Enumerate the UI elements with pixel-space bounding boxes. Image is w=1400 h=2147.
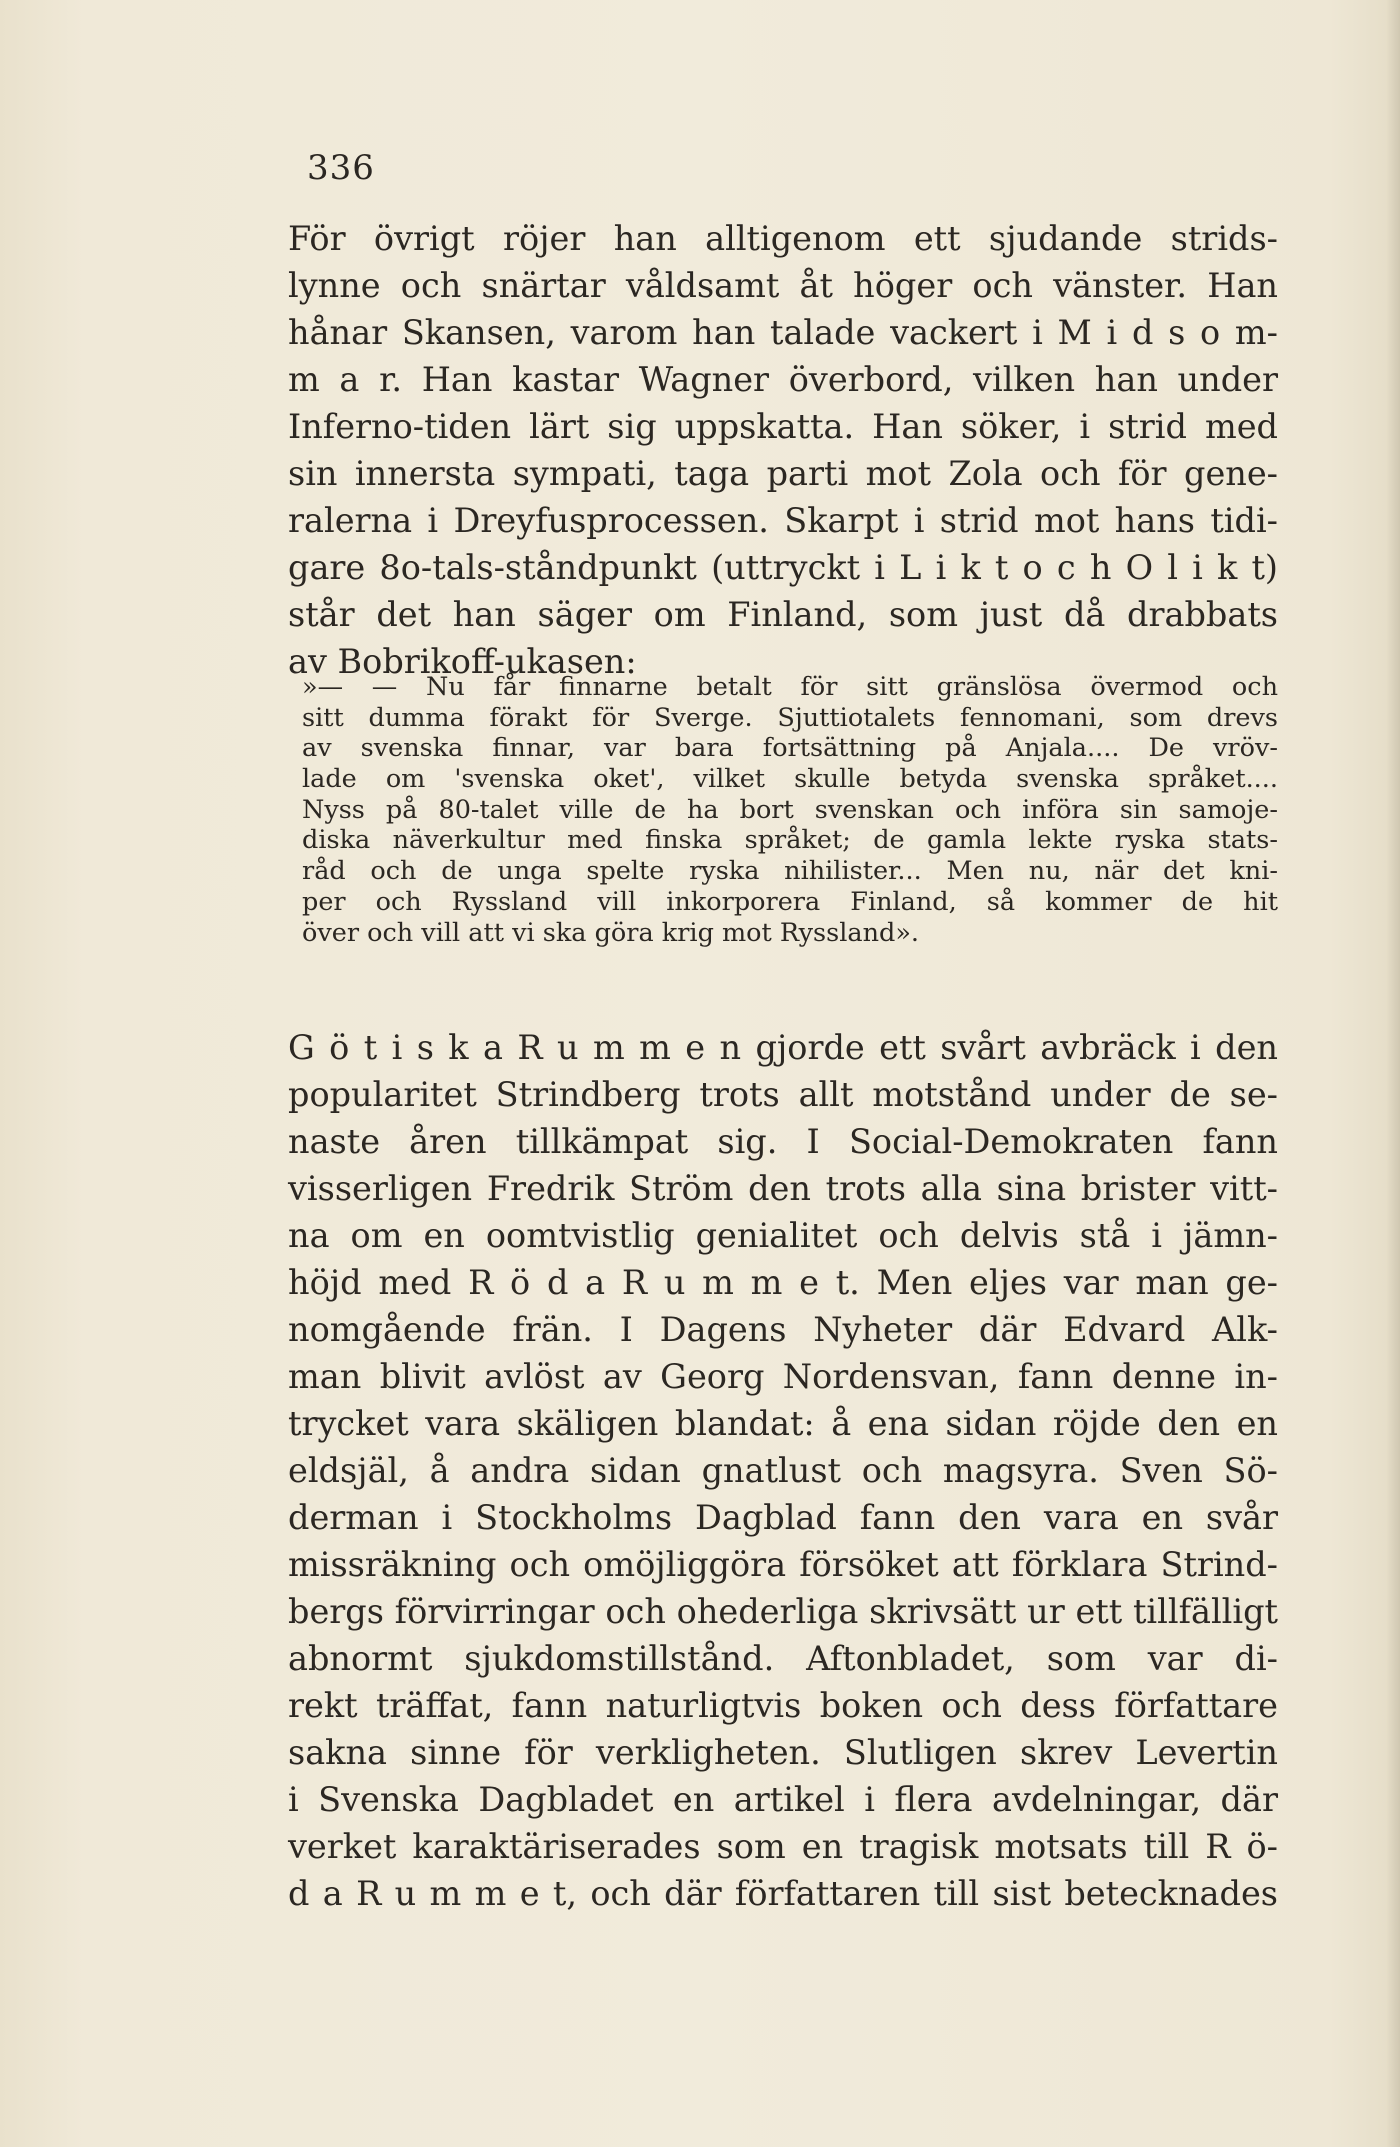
text-line: sin innersta sympati, taga parti mot Zola och för gene-	[288, 454, 1278, 493]
text-line: hånar Skansen, varom han talade vackert i M i d s o m-	[288, 313, 1278, 352]
quote-line: diska näverkultur med finska språket; de gamla lekte ryska stats-	[302, 825, 1278, 856]
text-line: na om en oomtvistlig genialitet och delvis stå i jämn-	[288, 1216, 1278, 1255]
text-line: man blivit avlöst av Georg Nordensvan, fann denne in-	[288, 1357, 1278, 1396]
quote-line: Nyss på 80-talet ville de ha bort svenskan och införa sin samoje-	[302, 794, 1278, 825]
paragraph-2	[288, 1024, 1278, 1917]
text-line: i Svenska Dagbladet en artikel i flera avdelningar, där	[288, 1780, 1278, 1819]
text-line: För övrigt röjer han alltigenom ett sjudande strids-	[288, 219, 1278, 258]
text-line: Inferno-tiden lärt sig uppskatta. Han söker, i strid med	[288, 407, 1278, 446]
paragraph-1	[288, 215, 1278, 685]
text-line: popularitet Strindberg trots allt motstånd under de se-	[288, 1075, 1278, 1114]
text-line: ralerna i Dreyfusprocessen. Skarpt i strid mot hans tidi-	[288, 501, 1278, 540]
quote-line: per och Ryssland vill inkorporera Finland, så kommer de hit	[302, 886, 1278, 917]
text-line: visserligen Fredrik Ström den trots alla sina brister vitt-	[288, 1169, 1278, 1208]
text-line: gare 8o-tals-ståndpunkt (uttryckt i L i k t o c h O l i k t)	[288, 548, 1278, 587]
text-line: sakna sinne för verkligheten. Slutligen skrev Levertin	[288, 1733, 1278, 1772]
text-line: abnormt sjukdomstillstånd. Aftonbladet, som var di-	[288, 1639, 1278, 1678]
quote-line: över och vill att vi ska göra krig mot Ryssland».	[302, 917, 920, 948]
text-line: trycket vara skäligen blandat: å ena sidan röjde den en	[288, 1404, 1278, 1443]
quote-line: av svenska finnar, var bara fortsättning på Anjala.... De vröv-	[302, 733, 1278, 764]
text-line: missräkning och omöjliggöra försöket att förklara Strind-	[288, 1545, 1278, 1584]
text-line: verket karaktäriserades som en tragisk motsats till R ö-	[288, 1827, 1278, 1866]
quote-line: sitt dumma förakt för Sverge. Sjuttiotalets fennomani, som drevs	[302, 702, 1278, 733]
text-line: derman i Stockholms Dagblad fann den vara en svår	[288, 1498, 1278, 1537]
text-line: eldsjäl, å andra sidan gnatlust och magsyra. Sven Sö-	[288, 1451, 1278, 1490]
text-line: rekt träffat, fann naturligtvis boken och dess författare	[288, 1686, 1278, 1725]
text-line: står det han säger om Finland, som just då drabbats	[288, 595, 1278, 634]
page-number: 336	[307, 148, 375, 188]
text-line: höjd med R ö d a R u m m e t. Men eljes var man ge-	[288, 1263, 1278, 1302]
quote-line: lade om 'svenska oket', vilket skulle betyda svenska språket....	[302, 764, 1278, 795]
text-line: G ö t i s k a R u m m e n gjorde ett svårt avbräck i den	[288, 1028, 1278, 1067]
text-line: d a R u m m e t, och där författaren till sist betecknades	[288, 1874, 1278, 1913]
quote-line: »— — Nu får finnarne betalt för sitt gränslösa övermod och	[302, 672, 1278, 702]
text-line: bergs förvirringar och ohederliga skrivsätt ur ett tillfälligt	[288, 1592, 1278, 1631]
text-line: naste åren tillkämpat sig. I Social-Demokraten fann	[288, 1122, 1278, 1161]
text-line: av Bobrikoff-ukasen:	[288, 642, 637, 681]
text-line: nomgående frän. I Dagens Nyheter där Edvard Alk-	[288, 1310, 1278, 1349]
block-quote	[302, 672, 1278, 948]
page-edge-shadow	[1386, 0, 1400, 2147]
quote-line: råd och de unga spelte ryska nihilister... Men nu, när det kni-	[302, 856, 1278, 887]
text-line: lynne och snärtar våldsamt åt höger och vänster. Han	[288, 266, 1278, 305]
text-line: m a r. Han kastar Wagner överbord, vilken han under	[288, 360, 1278, 399]
